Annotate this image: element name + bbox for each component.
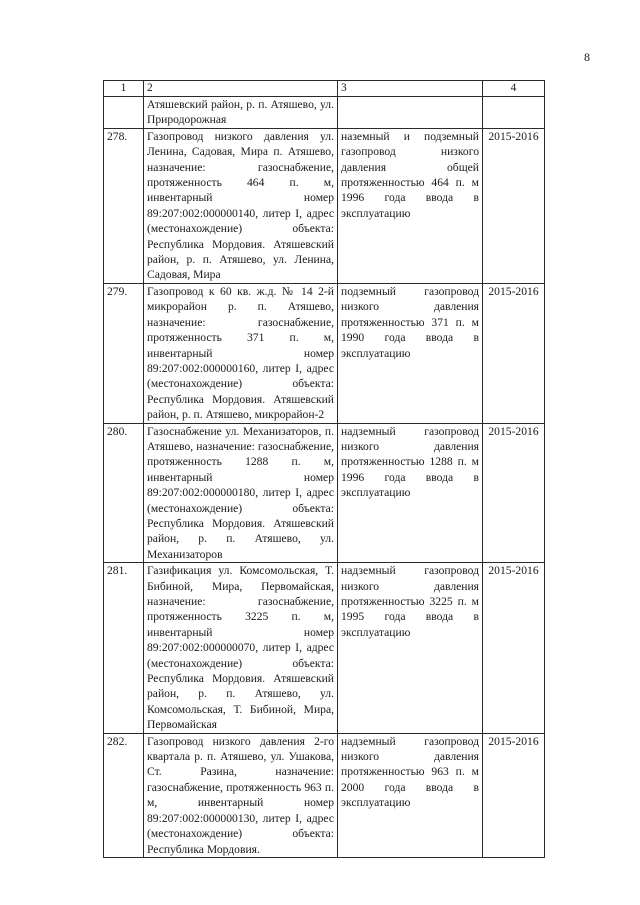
object-description: Газопровод низкого давления ул. Ленина, Садовая, Мира п. Атяшево, назначение: газоснабжение, протяженность 464 п. м, инвентарный номер 89:207:002:000000140, литер I, адрес (местонахождение) объекта: Республика Мордовия. Атяшевский район, р. п. Атяшево, ул. Ленина, Садовая, Мира bbox=[144, 128, 338, 283]
continuation-row bbox=[104, 97, 545, 129]
implementation-period bbox=[483, 97, 545, 129]
row-number: 282. bbox=[104, 733, 144, 857]
implementation-period: 2015-2016 bbox=[483, 283, 545, 423]
page-number: 8 bbox=[584, 50, 590, 64]
row-number: 280. bbox=[104, 423, 144, 563]
implementation-period: 2015-2016 bbox=[483, 733, 545, 857]
object-specs: надземный газопровод низкого давления протяженностью 3225 п. м 1995 года ввода в эксплуатацию bbox=[338, 563, 483, 733]
column-header-1: 1 bbox=[104, 81, 144, 97]
implementation-period: 2015-2016 bbox=[483, 563, 545, 733]
column-header-4: 4 bbox=[483, 81, 545, 97]
table-row bbox=[104, 283, 545, 423]
object-description: Газопровод низкого давления 2-го квартала р. п. Атяшево, ул. Ушакова, Ст. Разина, назначение: газоснабжение, протяженность 963 п. м, инвентарный номер 89:207:002:000000130, литер I, адрес (местонахождение) объекта: Республика Мордовия. bbox=[144, 733, 338, 857]
table-row bbox=[104, 128, 545, 283]
column-header-2: 2 bbox=[144, 81, 338, 97]
object-specs: наземный и подземный газопровод низкого давления общей протяженностью 464 п. м 1996 года ввода в эксплуатацию bbox=[338, 128, 483, 283]
object-specs: надземный газопровод низкого давления протяженностью 963 п. м 2000 года ввода в эксплуатацию bbox=[338, 733, 483, 857]
table-row bbox=[104, 733, 545, 857]
column-number-header-row bbox=[104, 81, 545, 97]
column-header-3: 3 bbox=[338, 81, 483, 97]
implementation-period: 2015-2016 bbox=[483, 128, 545, 283]
property-registry-table bbox=[103, 80, 545, 858]
object-description: Газоснабжение ул. Механизаторов, п. Атяшево, назначение: газоснабжение, протяженность 1288 п. м, инвентарный номер 89:207:002:000000180, литер I, адрес (местонахождение) объекта: Республика Мордовия. Атяшевский район, р. п. Атяшево, ул. Механизаторов bbox=[144, 423, 338, 563]
object-description: Газопровод к 60 кв. ж.д. № 14 2-й микрорайон р. п. Атяшево, назначение: газоснабжение, протяженность 371 п. м, инвентарный номер 89:207:002:000000160, литер I, адрес (местонахождение) объекта: Республика Мордовия. Атяшевский район, р. п. Атяшево, микрорайон-2 bbox=[144, 283, 338, 423]
row-number: 279. bbox=[104, 283, 144, 423]
table-row bbox=[104, 423, 545, 563]
implementation-period: 2015-2016 bbox=[483, 423, 545, 563]
object-specs: надземный газопровод низкого давления протяженностью 1288 п. м 1996 года ввода в эксплуатацию bbox=[338, 423, 483, 563]
row-number: 281. bbox=[104, 563, 144, 733]
object-description: Газификация ул. Комсомольская, Т. Бибиной, Мира, Первомайская, назначение: газоснабжение, протяженность 3225 п. м, инвентарный номер 89:207:002:000000070, литер I, адрес (местонахождение) объекта: Республика Мордовия. Атяшевский район, р. п. Атяшево, ул. Комсомольская, Т. Бибиной, Мира, Первомайская bbox=[144, 563, 338, 733]
object-specs bbox=[338, 97, 483, 129]
object-specs: подземный газопровод низкого давления протяженностью 371 п. м 1990 года ввода в эксплуатацию bbox=[338, 283, 483, 423]
row-number: 278. bbox=[104, 128, 144, 283]
row-number bbox=[104, 97, 144, 129]
object-description: Атяшевский район, р. п. Атяшево, ул. Природорожная bbox=[144, 97, 338, 129]
table-row bbox=[104, 563, 545, 733]
